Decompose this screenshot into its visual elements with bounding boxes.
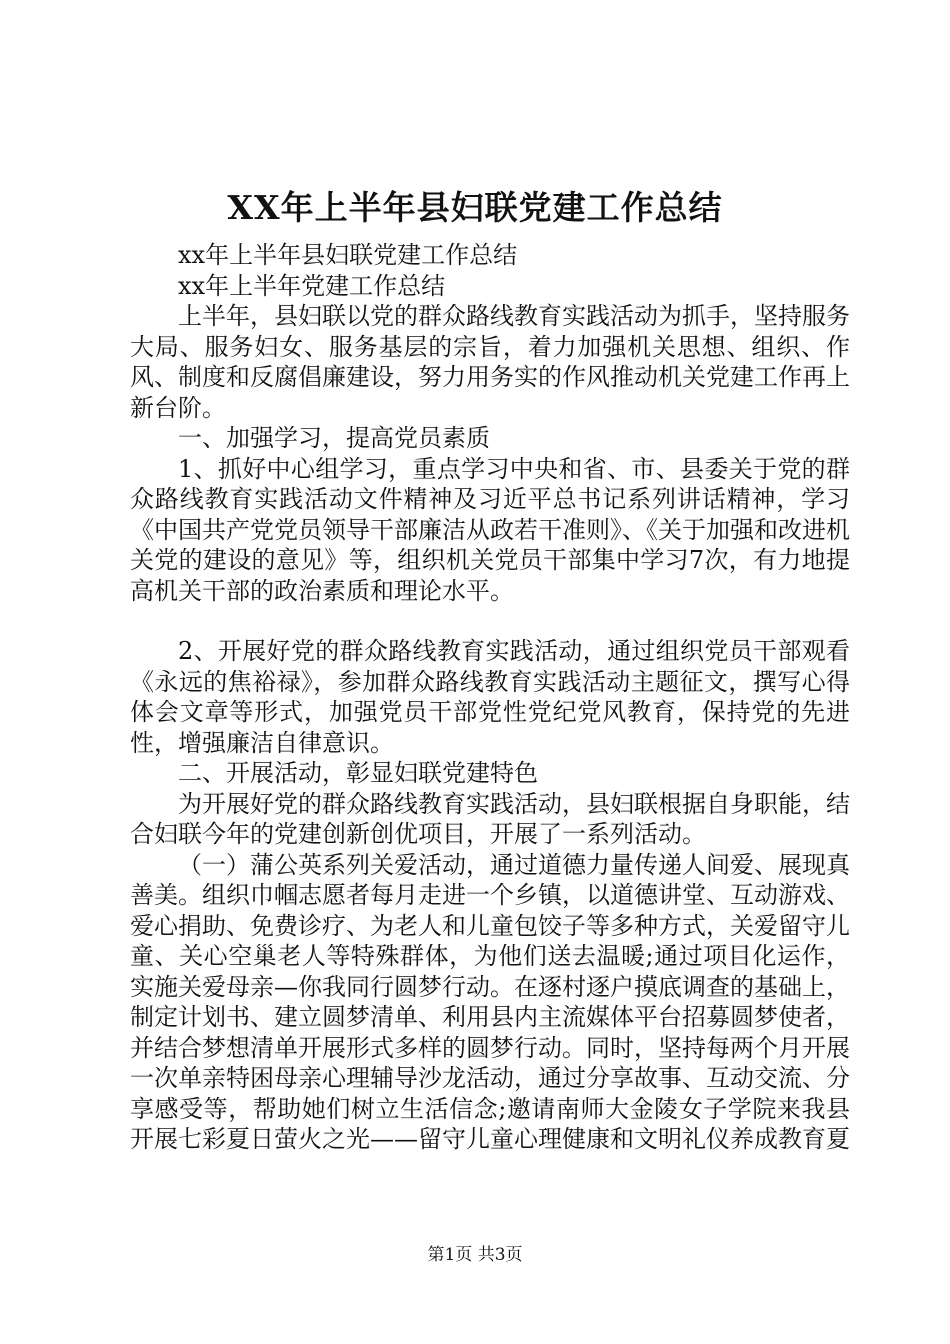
- paragraph-item-2: 2、开展好党的群众路线教育实践活动，通过组织党员干部观看《永远的焦裕禄》，参加群众路线教育实践活动主题征文，撰写心得体会文章等形式，加强党员干部党性党纪党风教育，保持党的先进性，增强廉洁自律意识。: [130, 637, 850, 757]
- document-title: XX年上半年县妇联党建工作总结: [227, 188, 723, 227]
- paragraph-activities-intro: 为开展好党的群众路线教育实践活动，县妇联根据自身职能，结合妇联今年的党建创新创优项目，开展了一系列活动。: [130, 789, 850, 848]
- section-heading-1: 一、加强学习，提高党员素质: [178, 424, 490, 452]
- paragraph-item-1: 1、抓好中心组学习，重点学习中央和省、市、县委关于党的群众路线教育实践活动文件精神及习近平总书记系列讲话精神，学习《中国共产党党员领导干部廉洁从政若干准则》、《关于加强和改进机关党的建设的意见》等，组织机关党员干部集中学习7次，有力地提高机关干部的政治素质和理论水平。: [130, 454, 850, 605]
- paragraph-intro: 上半年，县妇联以党的群众路线教育实践活动为抓手，坚持服务大局、服务妇女、服务基层的宗旨，着力加强机关思想、组织、作风、制度和反腐倡廉建设，努力用务实的作风推动机关党建工作再上新台阶。: [130, 302, 850, 422]
- section-heading-2: 二、开展活动，彰显妇联党建特色: [178, 759, 538, 787]
- paragraph-subtitle-1: xx年上半年县妇联党建工作总结: [178, 241, 518, 269]
- paragraph-dandelion-activity: （一）蒲公英系列关爱活动，通过道德力量传递人间爱、展现真善美。组织巾帼志愿者每月走进一个乡镇，以道德讲堂、互动游戏、爱心捐助、免费诊疗、为老人和儿童包饺子等多种方式，关爱留守儿童、关心空巢老人等特殊群体，为他们送去温暖;通过项目化运作，实施关爱母亲—你我同行圆梦行动。在逐村逐户摸底调查的基础上，制定计划书、建立圆梦清单、利用县内主流媒体平台招募圆梦使者，并结合梦想清单开展形式多样的圆梦行动。同时，坚持每两个月开展一次单亲特困母亲心理辅导沙龙活动，通过分享故事、互动交流、分享感受等，帮助她们树立生活信念;邀请南师大金陵女子学院来我县开展七彩夏日萤火之光——留守儿童心理健康和文明礼仪养成教育夏: [130, 850, 850, 1153]
- page-footer: 第1页 共3页: [427, 1245, 523, 1265]
- paragraph-subtitle-2: xx年上半年党建工作总结: [178, 271, 446, 300]
- document-body: [130, 240, 850, 1155]
